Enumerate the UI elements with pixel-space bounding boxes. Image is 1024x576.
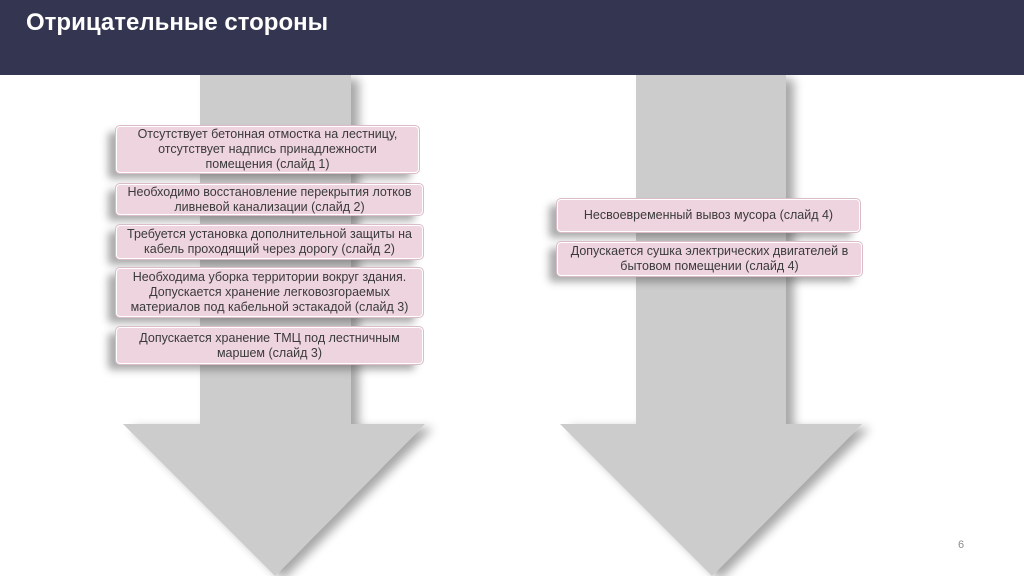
left-item-2: Необходимо восстановление перекрытия лотков ливневой канализации (слайд 2) [116, 184, 423, 215]
header-bar [0, 0, 1024, 75]
slide-title: Отрицательные стороны [26, 9, 329, 36]
left-item-5: Допускается хранение ТМЦ под лестничным маршем (слайд 3) [116, 327, 423, 364]
right-item-2: Допускается сушка электрических двигателей в бытовом помещении (слайд 4) [557, 242, 862, 276]
left-item-4: Необходима уборка территории вокруг здания. Допускается хранение легковозгораемых материалов под кабельной эстакадой (слайд 3) [116, 268, 423, 317]
right-arrow-shape [560, 75, 862, 576]
page-number: 6 [958, 539, 965, 551]
left-item-3: Требуется установка дополнительной защиты на кабель проходящий через дорогу (слайд 2) [116, 225, 423, 259]
left-item-1: Отсутствует бетонная отмостка на лестницу, отсутствует надпись принадлежности помещения (слайд 1) [116, 126, 419, 173]
right-item-1: Несвоевременный вывоз мусора (слайд 4) [557, 199, 860, 232]
